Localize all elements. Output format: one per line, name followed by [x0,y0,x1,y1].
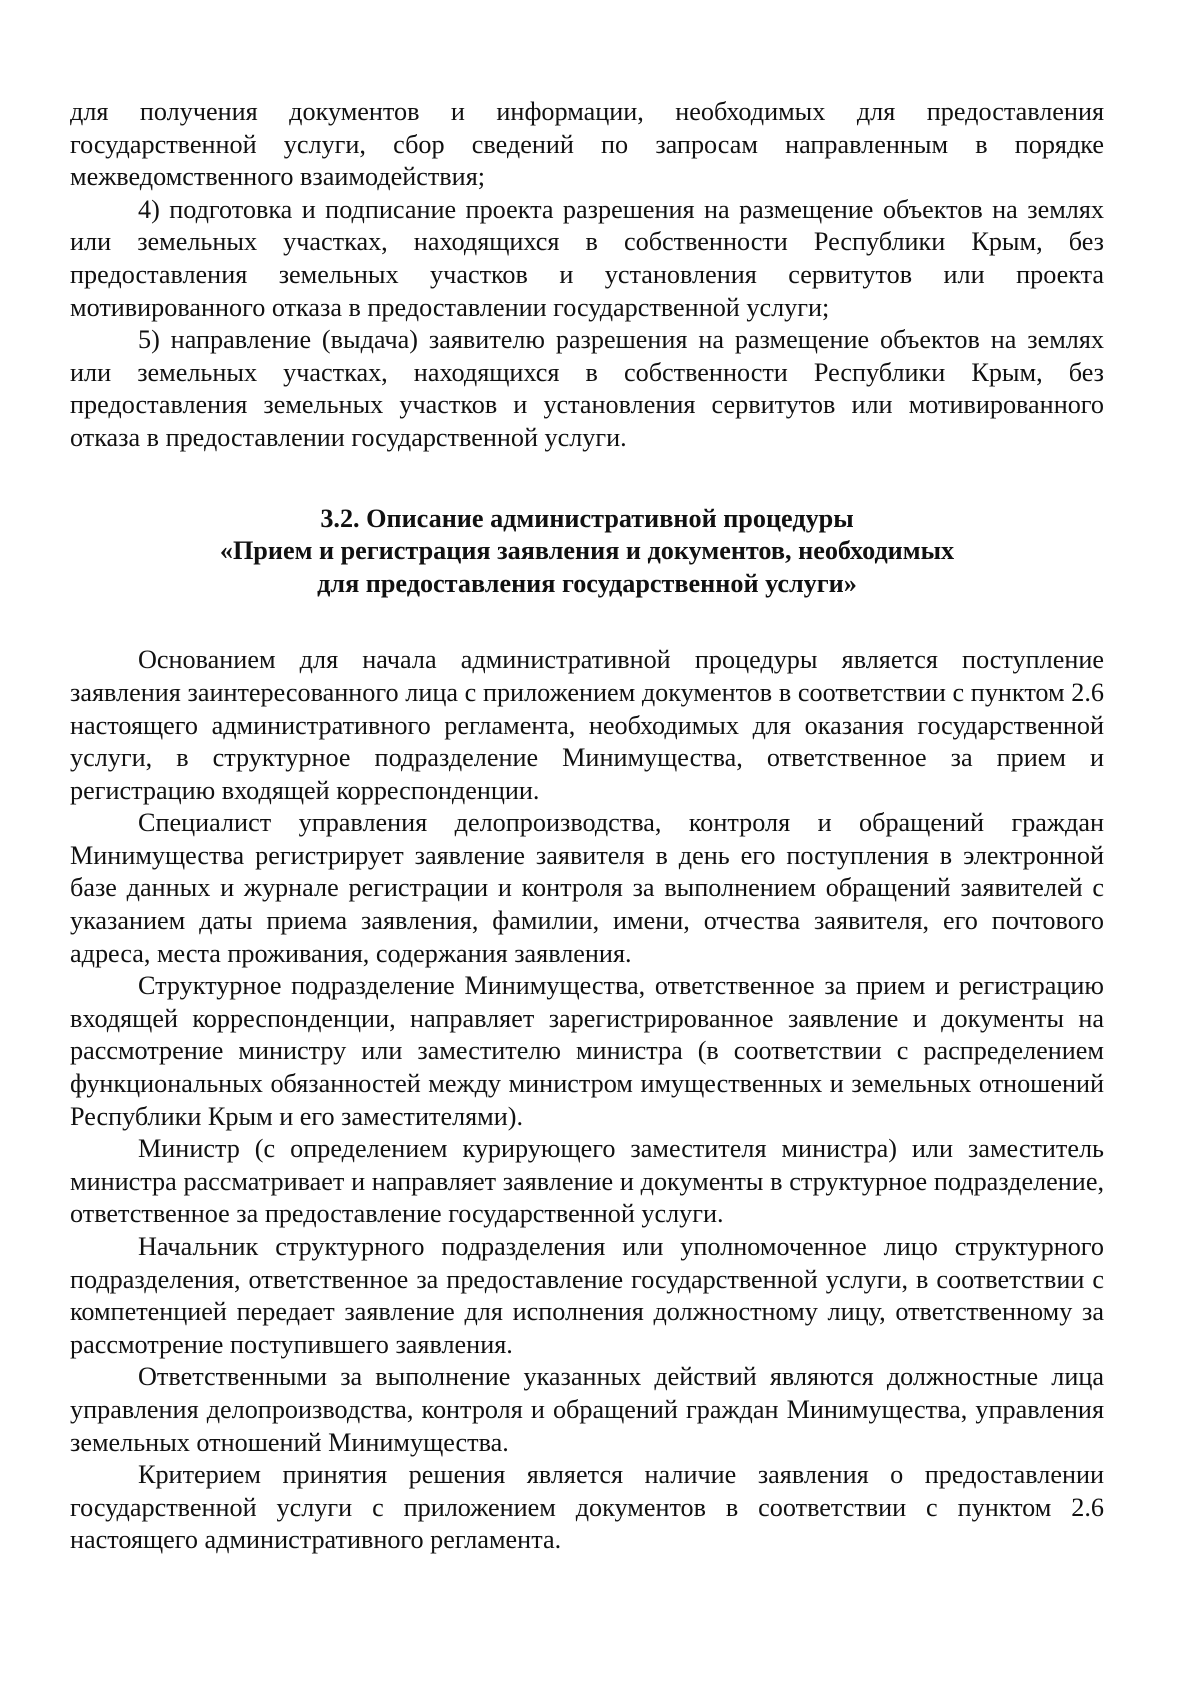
section-heading-line-2: «Прием и регистрация заявления и документов, необходимых [219,536,955,566]
paragraph-specialist: Специалист управления делопроизводства, контроля и обращений граждан Минимущества регистрирует заявление заявителя в день его поступления в электронной базе данных и журнале регистрации и контроля за выполнением обращений заявителей с указанием даты приема заявления, фамилии, имени, отчества заявителя, его почтового адреса, места проживания, содержания заявления. [70,808,1104,968]
paragraph-head-of-unit: Начальник структурного подразделения или уполномоченное лицо структурного подразделения, ответственное за предоставление государственной услуги, в соответствии с компетенцией передает заявление для исполнения должностному лицу, ответственному за рассмотрение поступившего заявления. [70,1232,1104,1359]
paragraph-basis: Основанием для начала административной процедуры является поступление заявления заинтересованного лица с приложением документов в соответствии с пунктом 2.6 настоящего административного регламента, необходимых для оказания государственной услуги, в структурное подразделение Минимущества, ответственное за прием и регистрацию входящей корреспонденции. [70,645,1104,805]
paragraph-continuation: для получения документов и информации, необходимых для предоставления государственной услуги, сбор сведений по запросам направленным в порядке межведомственного взаимодействия; [70,97,1104,192]
section-heading [70,503,1104,601]
paragraph-item-4: 4) подготовка и подписание проекта разрешения на размещение объектов на землях или земельных участках, находящихся в собственности Республики Крым, без предоставления земельных участков и установления сервитутов или проекта мотивированного отказа в предоставлении государственной услуги; [70,194,1104,322]
document-body [70,96,1104,1557]
paragraph-item-5: 5) направление (выдача) заявителю разрешения на размещение объектов на землях или земельных участках, находящихся в собственности Республики Крым, без предоставления земельных участков и установления сервитутов или мотивированного отказа в предоставлении государственной услуги. [70,325,1104,452]
paragraph-minister: Министр (с определением курирующего заместителя министра) или заместитель министра рассматривает и направляет заявление и документы в структурное подразделение, ответственное за предоставление государственной услуги. [70,1134,1104,1229]
paragraph-criterion: Критерием принятия решения является наличие заявления о предоставлении государственной услуги с приложением документов в соответствии с пунктом 2.6 настоящего административного регламента. [70,1460,1104,1555]
paragraph-structural-unit: Структурное подразделение Минимущества, ответственное за прием и регистрацию входящей корреспонденции, направляет зарегистрированное заявление и документы на рассмотрение министру или заместителю министра (в соответствии с распределением функциональных обязанностей между министром имущественных и земельных отношений Республики Крым и его заместителями). [70,971,1104,1131]
section-heading-line-3: для предоставления государственной услуги» [317,568,857,598]
paragraph-responsible: Ответственными за выполнение указанных действий являются должностные лица управления делопроизводства, контроля и обращений граждан Минимущества, управления земельных отношений Минимущества. [70,1362,1104,1457]
section-heading-line-1: 3.2. Описание административной процедуры [320,503,854,533]
